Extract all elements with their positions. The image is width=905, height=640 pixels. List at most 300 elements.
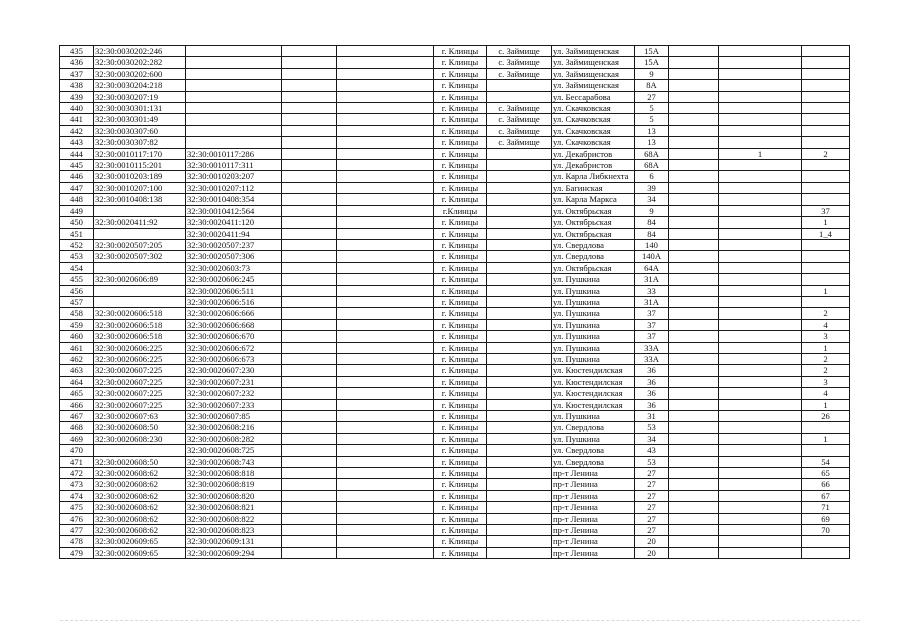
cadastral-number-premises-cell [186,137,282,148]
apartment-cell: 65 [802,468,850,479]
city-cell: г. Клинцы [434,342,487,353]
block-cell [719,353,802,364]
cadastral-number-premises-cell: 32:30:0020608:725 [186,445,282,456]
block-cell [719,422,802,433]
cadastral-number-premises-cell: 32:30:0020609:294 [186,547,282,558]
village-cell [487,262,552,273]
cadastral-number-premises-cell [186,46,282,57]
building-cell [669,547,719,558]
block-cell [719,479,802,490]
table-row [60,468,850,479]
cadastral-number-cell: 32:30:0020411:92 [94,217,186,228]
cadastral-number-cell: 32:30:0020607:225 [94,388,186,399]
cadastral-number-premises-cell: 32:30:0020606:668 [186,319,282,330]
row-number-cell: 467 [60,411,94,422]
table-row [60,103,850,114]
block-cell [719,411,802,422]
house-number-cell: 53 [635,456,669,467]
block-cell [719,525,802,536]
apartment-cell [802,536,850,547]
house-number-cell: 53 [635,422,669,433]
blank-cell [282,80,337,91]
village-cell [487,399,552,410]
blank-cell [282,365,337,376]
table-row [60,160,850,171]
village-cell [487,296,552,307]
village-cell: с. Займище [487,137,552,148]
apartment-cell: 67 [802,490,850,501]
house-number-cell: 5 [635,114,669,125]
blank-cell [337,160,434,171]
scan-edge-line [60,620,860,622]
building-cell [669,490,719,501]
row-number-cell: 469 [60,433,94,444]
blank-cell [337,125,434,136]
blank-cell [337,57,434,68]
building-cell [669,148,719,159]
street-cell: пр-т Ленина [552,513,635,524]
city-cell: г. Клинцы [434,80,487,91]
blank-cell [337,217,434,228]
house-number-cell: 36 [635,376,669,387]
block-cell [719,228,802,239]
house-number-cell: 34 [635,433,669,444]
street-cell: ул. Займищенская [552,57,635,68]
row-number-cell: 448 [60,194,94,205]
cadastral-number-premises-cell [186,114,282,125]
city-cell: г. Клинцы [434,46,487,57]
cadastral-number-cell [94,262,186,273]
row-number-cell: 475 [60,502,94,513]
house-number-cell: 37 [635,308,669,319]
city-cell: г. Клинцы [434,388,487,399]
blank-cell [337,194,434,205]
street-cell: ул. Займищенская [552,68,635,79]
apartment-cell [802,547,850,558]
block-cell [719,547,802,558]
table-row [60,319,850,330]
village-cell [487,331,552,342]
blank-cell [282,251,337,262]
blank-cell [337,239,434,250]
house-number-cell: 36 [635,388,669,399]
village-cell [487,445,552,456]
block-cell [719,445,802,456]
cadastral-number-cell [94,445,186,456]
blank-cell [282,114,337,125]
cadastral-number-cell: 32:30:0010203:189 [94,171,186,182]
block-cell [719,57,802,68]
apartment-cell [802,68,850,79]
cadastral-number-cell [94,296,186,307]
building-cell [669,171,719,182]
block-cell [719,205,802,216]
street-cell: ул. Бессарабова [552,91,635,102]
cadastral-number-premises-cell: 32:30:0010412:564 [186,205,282,216]
street-cell: ул. Свердлова [552,239,635,250]
blank-cell [337,513,434,524]
blank-cell [282,285,337,296]
street-cell: ул. Свердлова [552,445,635,456]
blank-cell [337,148,434,159]
building-cell [669,68,719,79]
table-row [60,182,850,193]
house-number-cell: 13 [635,125,669,136]
table-row [60,91,850,102]
city-cell: г. Клинцы [434,445,487,456]
house-number-cell: 6 [635,171,669,182]
table-row [60,205,850,216]
street-cell: пр-т Ленина [552,468,635,479]
street-cell: ул. Пушкина [552,342,635,353]
village-cell [487,182,552,193]
block-cell [719,80,802,91]
street-cell: ул. Пушкина [552,353,635,364]
cadastral-number-premises-cell: 32:30:0010117:286 [186,148,282,159]
blank-cell [282,194,337,205]
street-cell: пр-т Ленина [552,525,635,536]
table-row [60,296,850,307]
building-cell [669,80,719,91]
house-number-cell: 13 [635,137,669,148]
blank-cell [282,308,337,319]
city-cell: г. Клинцы [434,490,487,501]
row-number-cell: 456 [60,285,94,296]
block-cell [719,490,802,501]
table-row [60,262,850,273]
street-cell: ул. Карла Маркса [552,194,635,205]
apartment-cell [802,296,850,307]
house-number-cell: 36 [635,399,669,410]
house-number-cell: 20 [635,536,669,547]
block-cell [719,103,802,114]
table-body [60,46,850,559]
table-row [60,353,850,364]
building-cell [669,479,719,490]
blank-cell [282,547,337,558]
cadastral-registry-table [59,45,850,559]
building-cell [669,205,719,216]
cadastral-number-cell: 32:30:0020608:62 [94,479,186,490]
city-cell: г. Клинцы [434,103,487,114]
row-number-cell: 450 [60,217,94,228]
village-cell [487,433,552,444]
blank-cell [282,445,337,456]
cadastral-number-cell: 32:30:0030301:131 [94,103,186,114]
blank-cell [282,490,337,501]
cadastral-number-cell: 32:30:0030202:246 [94,46,186,57]
city-cell: г. Клинцы [434,114,487,125]
blank-cell [282,205,337,216]
table-row [60,513,850,524]
building-cell [669,445,719,456]
cadastral-number-cell: 32:30:0020507:205 [94,239,186,250]
house-number-cell: 36 [635,365,669,376]
street-cell: ул. Кюстендилская [552,365,635,376]
row-number-cell: 473 [60,479,94,490]
house-number-cell: 15А [635,57,669,68]
block-cell: 1 [719,148,802,159]
city-cell: г. Клинцы [434,468,487,479]
cadastral-number-cell: 32:30:0020609:65 [94,536,186,547]
building-cell [669,411,719,422]
city-cell: г. Клинцы [434,239,487,250]
table-row [60,125,850,136]
cadastral-number-cell: 32:30:0020608:50 [94,456,186,467]
cadastral-number-cell: 32:30:0010117:170 [94,148,186,159]
blank-cell [337,353,434,364]
blank-cell [282,239,337,250]
table-row [60,536,850,547]
building-cell [669,342,719,353]
street-cell: ул. Декабристов [552,160,635,171]
village-cell [487,502,552,513]
city-cell: г. Клинцы [434,536,487,547]
row-number-cell: 444 [60,148,94,159]
row-number-cell: 470 [60,445,94,456]
cadastral-number-premises-cell [186,91,282,102]
village-cell [487,239,552,250]
village-cell [487,468,552,479]
cadastral-number-premises-cell: 32:30:0020608:820 [186,490,282,501]
village-cell [487,205,552,216]
row-number-cell: 463 [60,365,94,376]
table-row [60,456,850,467]
street-cell: ул. Пушкина [552,285,635,296]
cadastral-number-premises-cell: 32:30:0020608:822 [186,513,282,524]
cadastral-number-premises-cell [186,57,282,68]
table-row [60,217,850,228]
blank-cell [282,274,337,285]
row-number-cell: 439 [60,91,94,102]
city-cell: г. Клинцы [434,308,487,319]
cadastral-number-cell: 32:30:0020607:225 [94,399,186,410]
house-number-cell: 27 [635,490,669,501]
blank-cell [282,46,337,57]
block-cell [719,91,802,102]
blank-cell [282,433,337,444]
apartment-cell: 1 [802,433,850,444]
blank-cell [337,251,434,262]
village-cell [487,411,552,422]
blank-cell [282,468,337,479]
street-cell: ул. Багинская [552,182,635,193]
building-cell [669,353,719,364]
street-cell: пр-т Ленина [552,490,635,501]
table-row [60,433,850,444]
house-number-cell: 31 [635,411,669,422]
house-number-cell: 27 [635,468,669,479]
row-number-cell: 479 [60,547,94,558]
building-cell [669,239,719,250]
city-cell: г. Клинцы [434,274,487,285]
city-cell: г. Клинцы [434,547,487,558]
city-cell: г. Клинцы [434,296,487,307]
city-cell: г. Клинцы [434,68,487,79]
block-cell [719,274,802,285]
street-cell: ул. Скачковская [552,137,635,148]
cadastral-number-cell [94,285,186,296]
street-cell: ул. Скачковская [552,114,635,125]
village-cell: с. Займище [487,103,552,114]
blank-cell [282,353,337,364]
cadastral-number-cell: 32:30:0020606:518 [94,319,186,330]
blank-cell [282,296,337,307]
house-number-cell: 15А [635,46,669,57]
row-number-cell: 441 [60,114,94,125]
row-number-cell: 451 [60,228,94,239]
building-cell [669,319,719,330]
cadastral-number-cell: 32:30:0020608:62 [94,525,186,536]
cadastral-number-cell: 32:30:0020607:225 [94,376,186,387]
street-cell: пр-т Ленина [552,479,635,490]
building-cell [669,296,719,307]
house-number-cell: 20 [635,547,669,558]
house-number-cell: 9 [635,205,669,216]
city-cell: г. Клинцы [434,182,487,193]
building-cell [669,285,719,296]
row-number-cell: 474 [60,490,94,501]
table-row [60,411,850,422]
cadastral-number-premises-cell: 32:30:0010207:112 [186,182,282,193]
building-cell [669,456,719,467]
row-number-cell: 454 [60,262,94,273]
village-cell [487,536,552,547]
table-row [60,285,850,296]
apartment-cell: 69 [802,513,850,524]
row-number-cell: 472 [60,468,94,479]
block-cell [719,536,802,547]
blank-cell [337,205,434,216]
apartment-cell [802,80,850,91]
block-cell [719,388,802,399]
city-cell: г. Клинцы [434,228,487,239]
cadastral-number-premises-cell: 32:30:0020603:73 [186,262,282,273]
block-cell [719,365,802,376]
apartment-cell: 70 [802,525,850,536]
cadastral-number-premises-cell: 32:30:0010408:354 [186,194,282,205]
house-number-cell: 33 [635,285,669,296]
blank-cell [337,490,434,501]
apartment-cell: 1 [802,217,850,228]
cadastral-number-premises-cell: 32:30:0020608:823 [186,525,282,536]
village-cell [487,525,552,536]
city-cell: г. Клинцы [434,148,487,159]
blank-cell [337,103,434,114]
cadastral-number-cell: 32:30:0030207:19 [94,91,186,102]
blank-cell [282,91,337,102]
blank-cell [337,262,434,273]
blank-cell [337,525,434,536]
table-row [60,547,850,558]
cadastral-number-cell: 32:30:0030301:49 [94,114,186,125]
apartment-cell [802,182,850,193]
blank-cell [282,479,337,490]
blank-cell [282,57,337,68]
building-cell [669,274,719,285]
blank-cell [337,376,434,387]
house-number-cell: 37 [635,331,669,342]
blank-cell [282,411,337,422]
row-number-cell: 477 [60,525,94,536]
cadastral-number-cell: 32:30:0020606:225 [94,342,186,353]
cadastral-number-premises-cell: 32:30:0010203:207 [186,171,282,182]
building-cell [669,262,719,273]
table-row [60,479,850,490]
cadastral-number-premises-cell: 32:30:0020606:666 [186,308,282,319]
apartment-cell [802,194,850,205]
apartment-cell [802,445,850,456]
block-cell [719,285,802,296]
house-number-cell: 84 [635,217,669,228]
blank-cell [337,468,434,479]
blank-cell [282,228,337,239]
cadastral-number-premises-cell: 32:30:0020411:120 [186,217,282,228]
cadastral-number-premises-cell: 32:30:0020609:131 [186,536,282,547]
building-cell [669,502,719,513]
village-cell [487,251,552,262]
city-cell: г. Клинцы [434,91,487,102]
village-cell [487,160,552,171]
row-number-cell: 437 [60,68,94,79]
row-number-cell: 462 [60,353,94,364]
city-cell: г. Клинцы [434,194,487,205]
table-row [60,194,850,205]
house-number-cell: 27 [635,502,669,513]
row-number-cell: 471 [60,456,94,467]
cadastral-number-premises-cell: 32:30:0020606:516 [186,296,282,307]
cadastral-number-premises-cell: 32:30:0020607:233 [186,399,282,410]
row-number-cell: 457 [60,296,94,307]
apartment-cell [802,239,850,250]
blank-cell [337,388,434,399]
row-number-cell: 446 [60,171,94,182]
street-cell: ул. Свердлова [552,251,635,262]
cadastral-number-cell [94,205,186,216]
cadastral-number-premises-cell: 32:30:0020606:245 [186,274,282,285]
cadastral-number-cell: 32:30:0020608:230 [94,433,186,444]
apartment-cell [802,262,850,273]
building-cell [669,194,719,205]
village-cell [487,513,552,524]
row-number-cell: 459 [60,319,94,330]
village-cell [487,547,552,558]
building-cell [669,160,719,171]
apartment-cell: 1_4 [802,228,850,239]
building-cell [669,331,719,342]
street-cell: ул. Пушкина [552,433,635,444]
blank-cell [337,342,434,353]
table-row [60,80,850,91]
block-cell [719,296,802,307]
village-cell [487,91,552,102]
blank-cell [337,171,434,182]
row-number-cell: 443 [60,137,94,148]
blank-cell [282,171,337,182]
block-cell [719,376,802,387]
house-number-cell: 34 [635,194,669,205]
apartment-cell [802,46,850,57]
street-cell: ул. Октябрьская [552,217,635,228]
block-cell [719,160,802,171]
block-cell [719,239,802,250]
village-cell [487,285,552,296]
city-cell: г. Клинцы [434,285,487,296]
blank-cell [282,513,337,524]
house-number-cell: 5 [635,103,669,114]
village-cell [487,422,552,433]
blank-cell [337,114,434,125]
